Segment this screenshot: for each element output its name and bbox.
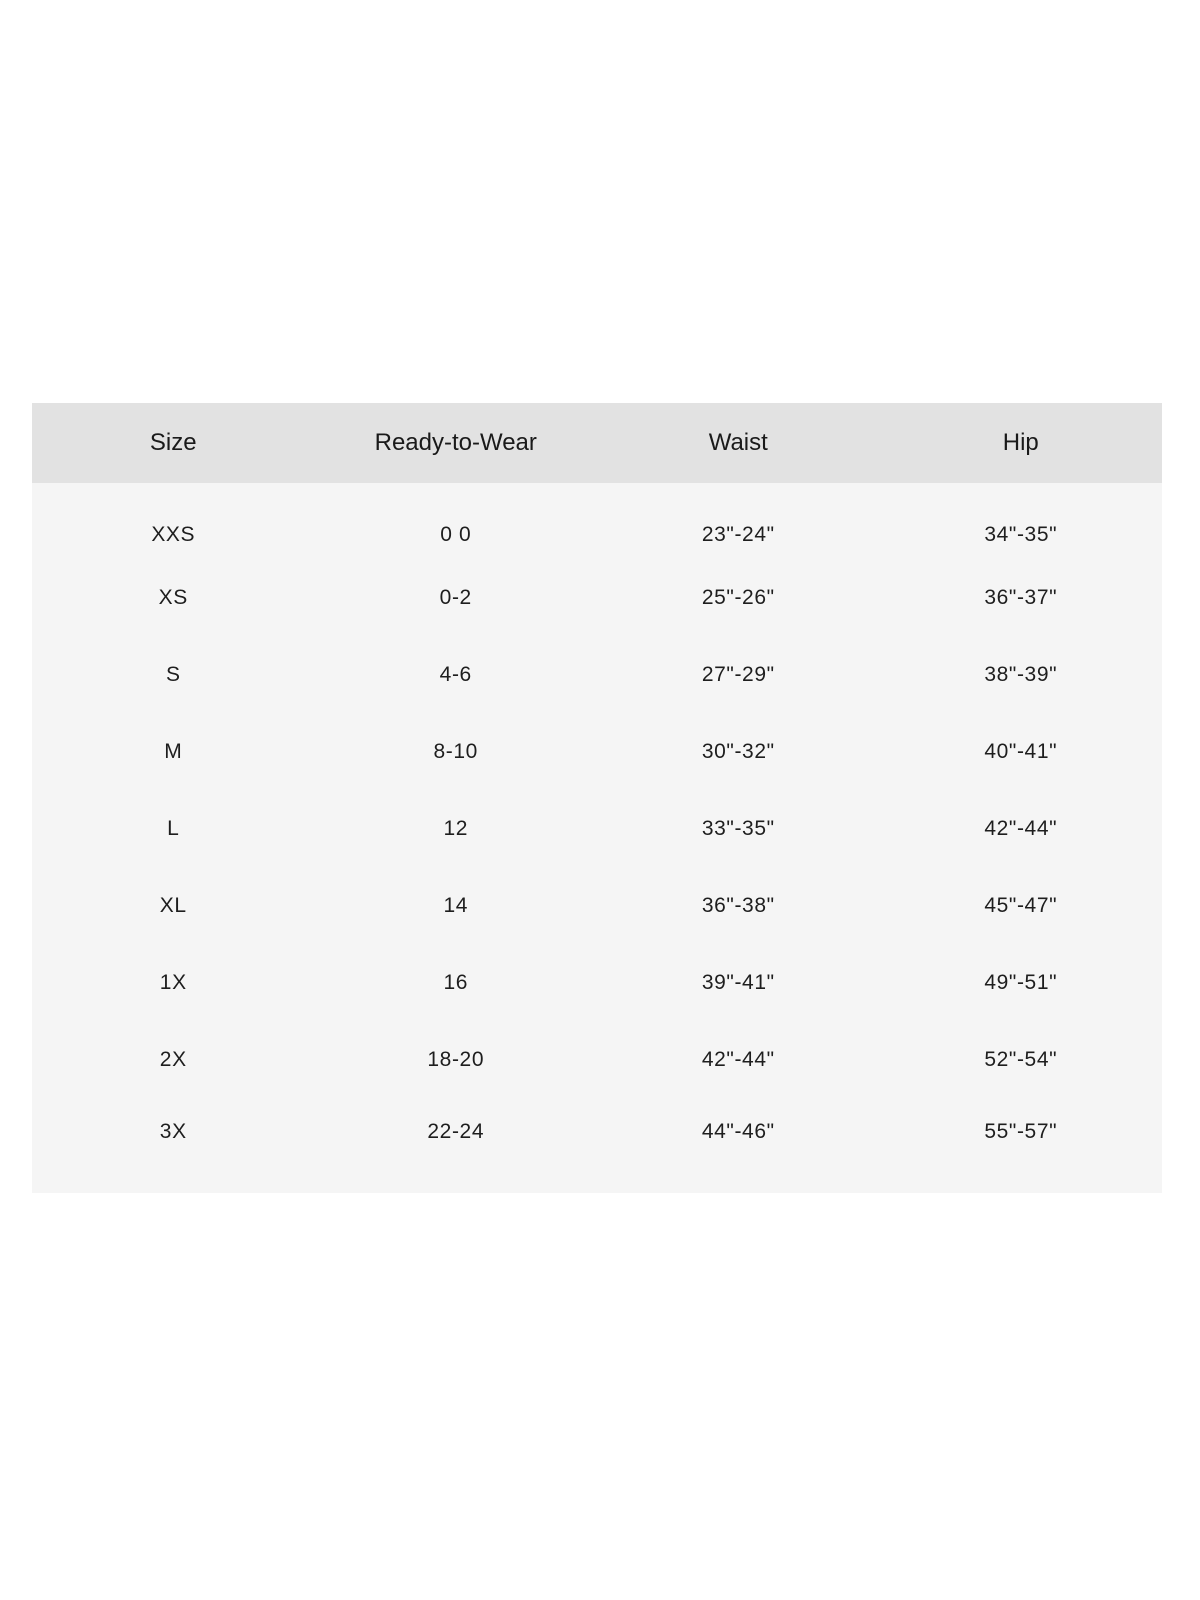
hip-cell: 38"-39" xyxy=(984,663,1058,686)
size-cell: S xyxy=(165,663,181,686)
hip-cell: 49"-51" xyxy=(984,971,1058,994)
waist-cell: 44"-46" xyxy=(701,1120,775,1143)
ready-to-wear-cell: 12 xyxy=(443,817,469,840)
table-body xyxy=(32,483,1162,1193)
size-cell: XL xyxy=(159,894,187,917)
size-cell: 2X xyxy=(159,1048,187,1071)
column-header-ready-to-wear: Ready-to-Wear xyxy=(374,429,537,456)
table-row xyxy=(32,517,1162,553)
ready-to-wear-cell: 22-24 xyxy=(427,1120,485,1143)
ready-to-wear-cell: 16 xyxy=(443,971,469,994)
column-header-waist: Waist xyxy=(708,429,768,456)
table-row xyxy=(32,580,1162,616)
waist-cell: 27"-29" xyxy=(701,663,775,686)
hip-cell: 52"-54" xyxy=(984,1048,1058,1071)
table-row xyxy=(32,734,1162,770)
table-row xyxy=(32,1042,1162,1078)
column-header-size: Size xyxy=(149,429,197,456)
size-cell: 3X xyxy=(159,1120,187,1143)
table-row xyxy=(32,888,1162,924)
waist-cell: 33"-35" xyxy=(701,817,775,840)
hip-cell: 36"-37" xyxy=(984,586,1058,609)
table-row xyxy=(32,965,1162,1001)
size-cell: XS xyxy=(158,586,188,609)
ready-to-wear-cell: 4-6 xyxy=(439,663,472,686)
size-cell: XXS xyxy=(151,523,196,546)
waist-cell: 25"-26" xyxy=(701,586,775,609)
hip-cell: 34"-35" xyxy=(984,523,1058,546)
table-row xyxy=(32,811,1162,847)
hip-cell: 42"-44" xyxy=(984,817,1058,840)
ready-to-wear-cell: 14 xyxy=(443,894,469,917)
ready-to-wear-cell: 8-10 xyxy=(433,740,478,763)
size-cell: M xyxy=(164,740,183,763)
waist-cell: 36"-38" xyxy=(701,894,775,917)
table-row xyxy=(32,1114,1162,1150)
waist-cell: 23"-24" xyxy=(701,523,775,546)
ready-to-wear-cell: 18-20 xyxy=(427,1048,485,1071)
hip-cell: 55"-57" xyxy=(984,1120,1058,1143)
size-chart-table xyxy=(32,403,1162,1193)
hip-cell: 45"-47" xyxy=(984,894,1058,917)
table-header xyxy=(32,403,1162,483)
ready-to-wear-cell: 0-2 xyxy=(439,586,472,609)
waist-cell: 30"-32" xyxy=(701,740,775,763)
table-row xyxy=(32,657,1162,693)
size-cell: L xyxy=(167,817,180,840)
hip-cell: 40"-41" xyxy=(984,740,1058,763)
waist-cell: 42"-44" xyxy=(701,1048,775,1071)
waist-cell: 39"-41" xyxy=(701,971,775,994)
size-cell: 1X xyxy=(159,971,187,994)
column-header-hip: Hip xyxy=(1002,429,1039,456)
ready-to-wear-cell: 0 0 xyxy=(440,523,472,546)
